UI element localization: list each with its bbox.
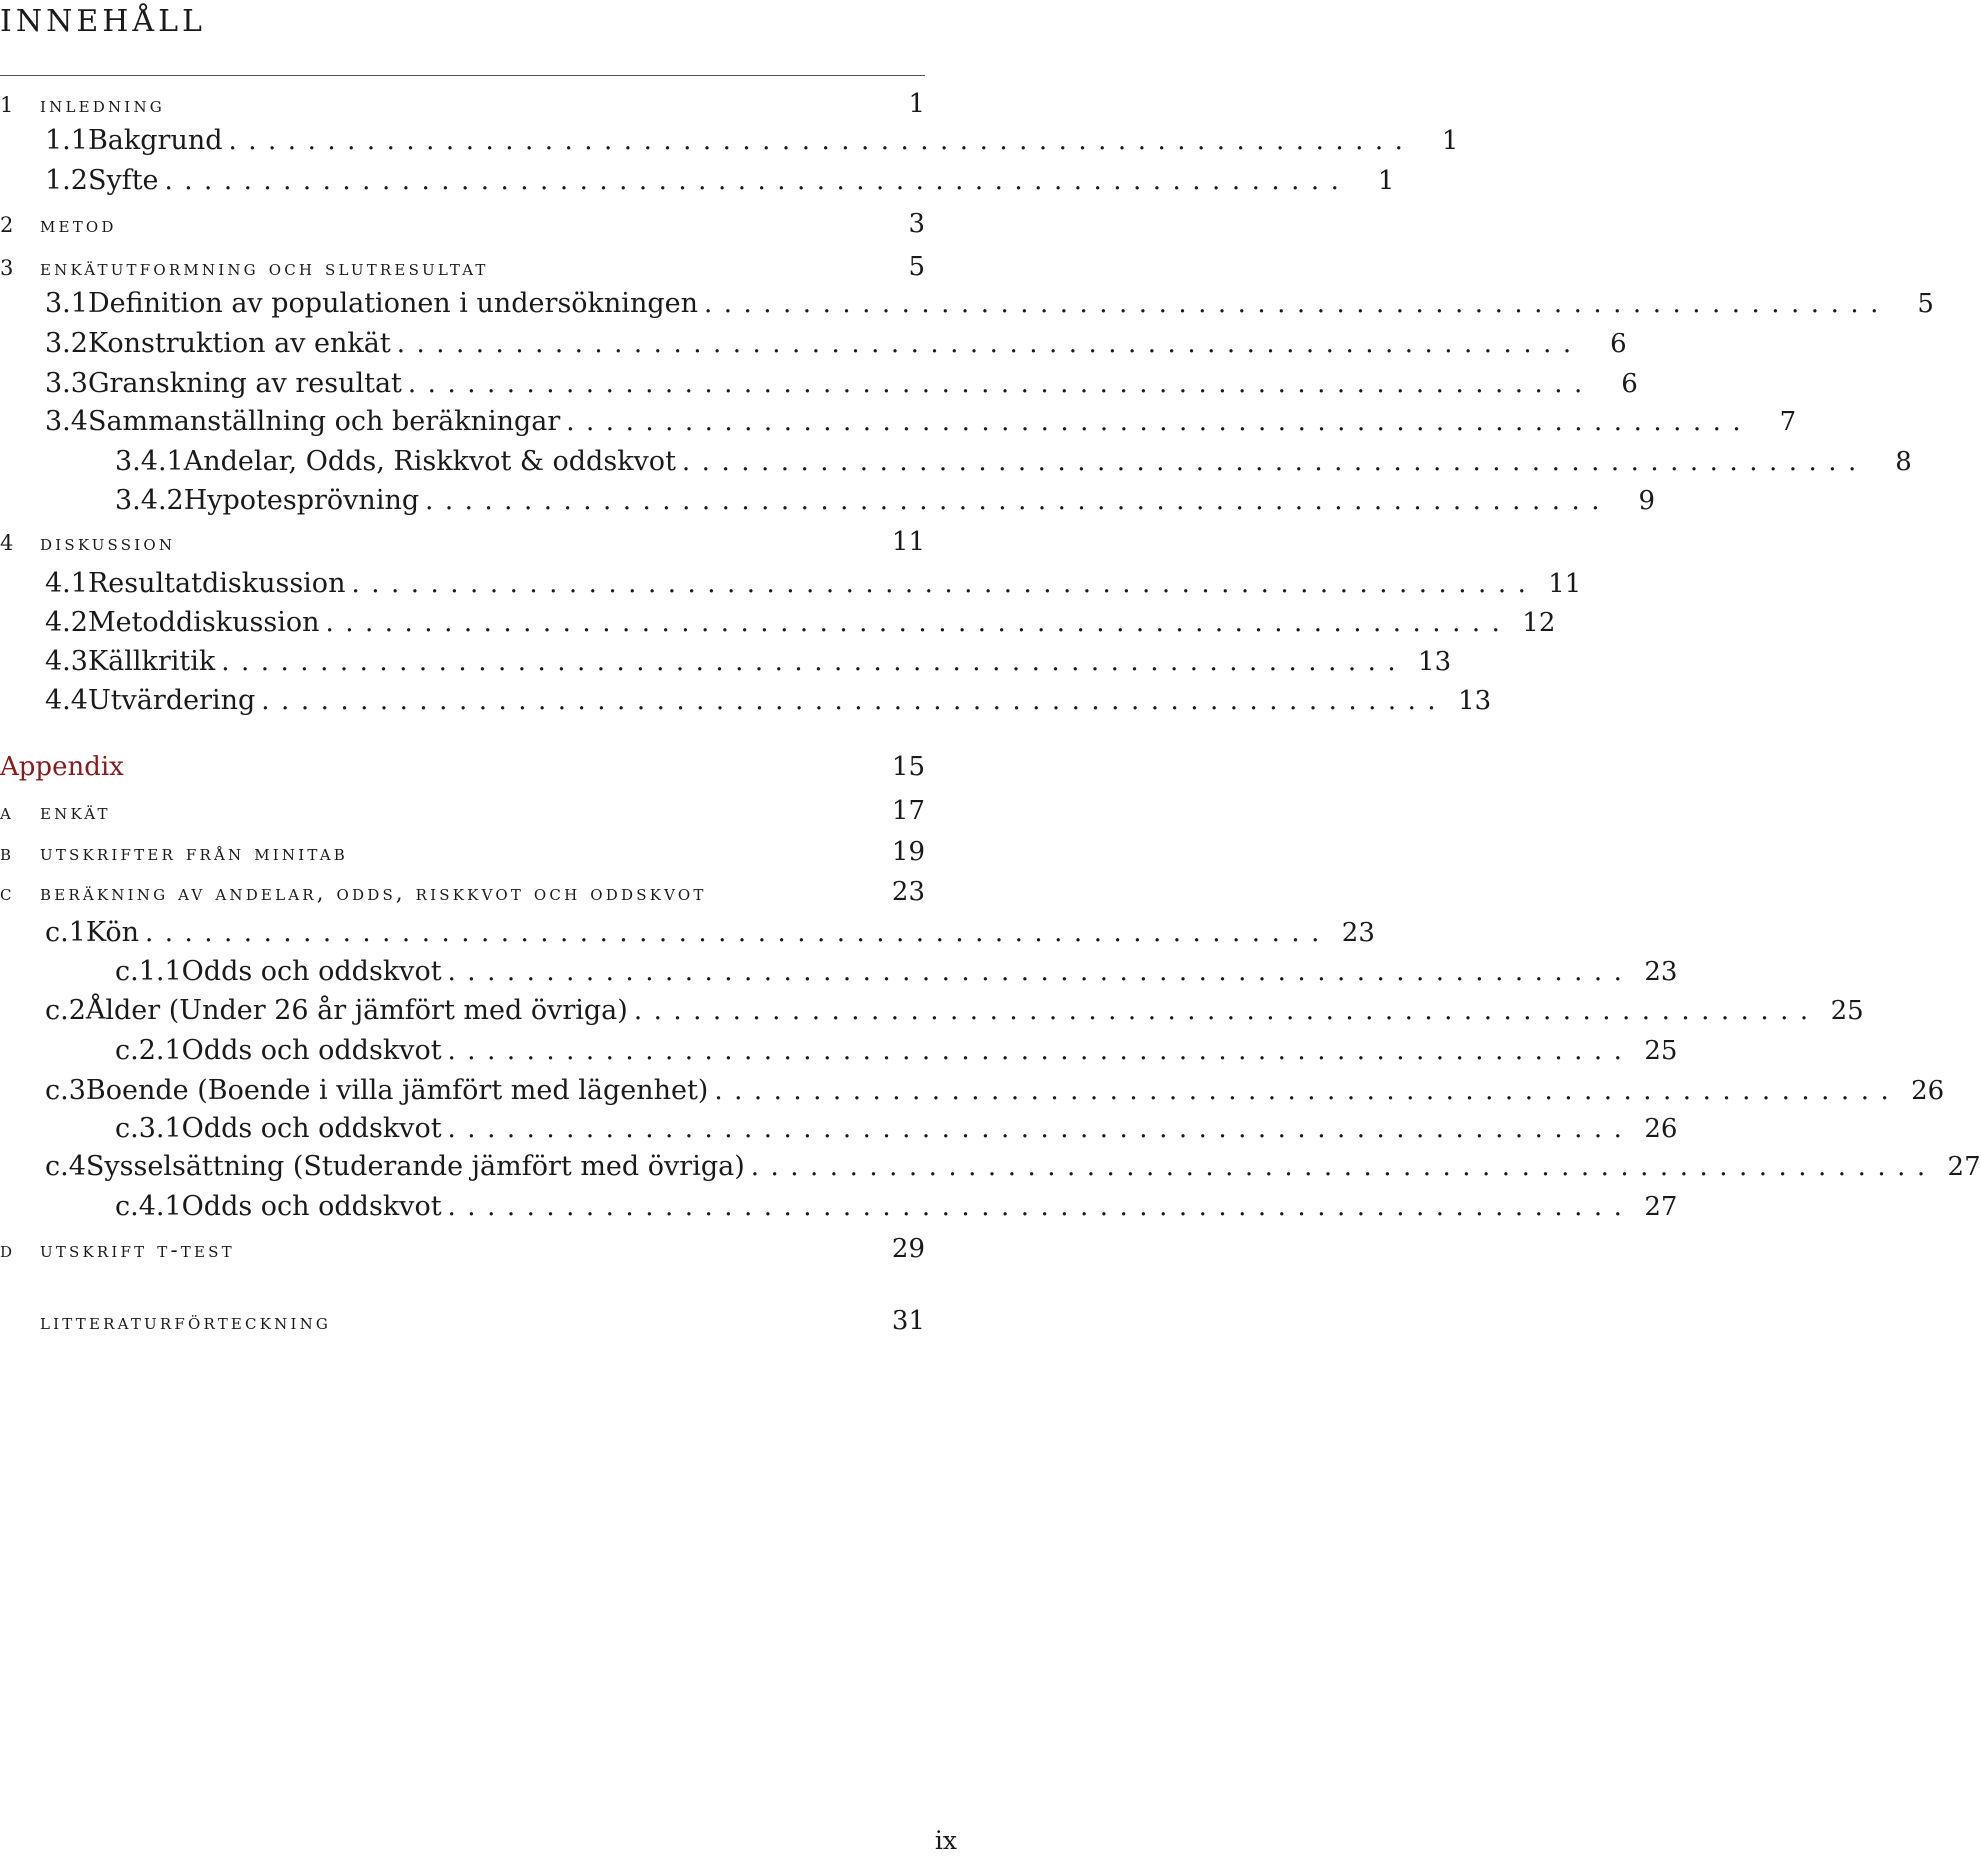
dot-leader: ............................................................	[221, 647, 1408, 677]
toc-entry-title: inledning	[40, 93, 165, 117]
toc-entry-number: 1.1	[45, 125, 88, 156]
toc-entry[interactable]	[45, 604, 1556, 642]
dot-leader: ............................................................	[407, 369, 1594, 399]
toc-entry-number: 3.4	[45, 406, 88, 437]
toc-entry-page: 8	[1895, 447, 1912, 477]
toc-entry-page: 26	[1644, 1114, 1678, 1144]
toc-entry-number: c.1	[45, 917, 86, 948]
toc-entry-page: 11	[891, 527, 925, 557]
toc-entry-title: metod	[40, 213, 117, 237]
toc-entry[interactable]	[45, 1072, 1945, 1110]
dot-leader: ............................................................	[447, 1036, 1634, 1066]
toc-entry-title: Kön	[85, 917, 139, 948]
dot-leader: ............................................................	[714, 1076, 1901, 1106]
toc-entry[interactable]	[45, 162, 1395, 200]
toc-entry[interactable]	[45, 403, 1797, 441]
toc-entry-page: 25	[1644, 1036, 1678, 1066]
toc-entry[interactable]	[115, 1188, 1678, 1226]
dot-leader: ............................................................	[703, 289, 1890, 319]
toc-entry[interactable]	[0, 833, 925, 871]
toc-entry[interactable]	[115, 482, 1656, 520]
toc-entry-title: Ålder (Under 26 år jämfört med övriga)	[85, 995, 628, 1026]
toc-entry-title: Sammanställning och beräkningar	[87, 406, 561, 437]
toc-entry-title: utskrifter från minitab	[40, 841, 348, 865]
toc-entry[interactable]	[45, 325, 1627, 363]
toc-entry[interactable]	[0, 748, 925, 786]
toc-entry-title: Hypotesprövning	[183, 485, 420, 516]
dot-leader: ............................................................	[164, 166, 1351, 196]
toc-entry-page: 11	[1548, 569, 1582, 599]
toc-entry-page: 23	[891, 877, 925, 907]
toc-entry-title: Appendix	[0, 752, 124, 782]
toc-entry-number: a	[0, 800, 15, 824]
toc-entry-page: 17	[891, 796, 925, 826]
toc-entry-page: 13	[1418, 647, 1452, 677]
toc-entry-title: diskussion	[40, 531, 176, 555]
toc-entry[interactable]	[45, 122, 1459, 160]
toc-entry[interactable]	[45, 1148, 1981, 1186]
toc-entry-number: 3.3	[45, 368, 88, 399]
toc-entry-number: c.4.1	[115, 1191, 182, 1222]
toc-entry[interactable]	[45, 565, 1582, 603]
dot-leader: ............................................................	[447, 1114, 1634, 1144]
toc-entry-page: 23	[1341, 918, 1375, 948]
toc-entry-title: Odds och oddskvot	[181, 956, 442, 987]
toc-entry-page: 19	[891, 837, 925, 867]
toc-entry-number: c.1.1	[115, 956, 182, 987]
toc-entry-page: 25	[1830, 996, 1864, 1026]
toc-entry-title: Odds och oddskvot	[181, 1035, 442, 1066]
toc-entry[interactable]	[115, 443, 1912, 481]
dot-leader: ............................................................	[425, 486, 1612, 516]
toc-entry[interactable]	[115, 1032, 1678, 1070]
toc-entry-page: 7	[1779, 407, 1797, 437]
toc-entry-title: Sysselsättning (Studerande jämfört med övriga)	[85, 1151, 745, 1182]
toc-entry-title: litteraturförteckning	[40, 1310, 332, 1334]
toc-entry-title: enkätutformning och slutresultat	[40, 256, 489, 280]
toc-entry-title: Boende (Boende i villa jämfört med lägenhet)	[85, 1075, 709, 1106]
dot-leader: ............................................................	[447, 1192, 1634, 1222]
toc-entry-title: Utvärdering	[87, 685, 256, 716]
toc-entry-number: 3.4.1	[115, 446, 184, 477]
toc-entry-page: 5	[908, 252, 925, 282]
toc-entry-title: Syfte	[87, 165, 159, 196]
toc-entry-title: Källkritik	[87, 646, 216, 677]
dot-leader: ............................................................	[447, 957, 1634, 987]
dot-leader: ............................................................	[681, 447, 1868, 477]
toc-entry-page: 6	[1610, 329, 1627, 359]
toc-entry-number: c.4	[45, 1151, 86, 1182]
toc-entry-page: 27	[1947, 1152, 1981, 1182]
toc-entry[interactable]	[45, 992, 1864, 1030]
toc-entry-page: 26	[1911, 1076, 1945, 1106]
toc-entry[interactable]	[0, 523, 925, 561]
toc-entry-page: 6	[1621, 369, 1638, 399]
toc-entry[interactable]	[45, 365, 1638, 403]
toc-entry-title: Odds och oddskvot	[181, 1113, 442, 1144]
toc-entry-title: Granskning av resultat	[87, 368, 402, 399]
toc-entry-number: 4.4	[45, 685, 88, 716]
dot-leader: ............................................................	[144, 918, 1331, 948]
toc-entry-page: 23	[1644, 957, 1678, 987]
toc-entry-page: 5	[1917, 289, 1934, 319]
toc-entry[interactable]	[45, 914, 1375, 952]
toc-entry-number: d	[0, 1238, 16, 1262]
toc-entry-title: beräkning av andelar, odds, riskkvot och oddskvot	[40, 881, 707, 905]
toc-entry-page: 1	[1377, 166, 1395, 196]
toc-entry-number: 1.2	[45, 165, 88, 196]
dot-leader: ............................................................	[566, 407, 1753, 437]
toc-entry-page: 9	[1638, 486, 1656, 516]
toc-entry-number: c.2.1	[115, 1035, 182, 1066]
toc-entry-page: 27	[1644, 1192, 1678, 1222]
toc-entry-number: 4.3	[45, 646, 88, 677]
dot-leader: ............................................................	[396, 329, 1583, 359]
toc-heading: INNEHÅLL	[0, 4, 206, 39]
dot-leader: ............................................................	[261, 686, 1448, 716]
toc-entry-title: utskrift t-test	[40, 1238, 235, 1262]
toc-entry-title: Konstruktion av enkät	[87, 328, 391, 359]
toc-entry[interactable]	[0, 1302, 925, 1340]
toc-entry-title: enkät	[40, 800, 111, 824]
dot-leader: ............................................................	[351, 569, 1538, 599]
toc-entry-number: c.3	[45, 1075, 86, 1106]
dot-leader: ............................................................	[750, 1152, 1937, 1182]
toc-entry-number: c	[0, 881, 15, 905]
toc-entry[interactable]	[0, 873, 925, 911]
toc-entry-title: Bakgrund	[87, 125, 223, 156]
dot-leader: ............................................................	[228, 126, 1415, 156]
toc-entry-title: Odds och oddskvot	[181, 1191, 442, 1222]
toc-entry[interactable]	[0, 205, 925, 243]
toc-entry-number: 3.4.2	[115, 485, 184, 516]
toc-entry[interactable]	[115, 953, 1678, 991]
toc-entry[interactable]	[45, 643, 1452, 681]
toc-entry-number: c.3.1	[115, 1113, 182, 1144]
toc-entry-title: Andelar, Odds, Riskkvot & oddskvot	[183, 446, 676, 477]
toc-entry-page: 1	[1441, 126, 1459, 156]
toc-entry-page: 15	[891, 752, 925, 782]
toc-entry-page: 29	[891, 1234, 925, 1264]
toc-entry-page: 12	[1522, 608, 1556, 638]
toc-entry-number: 1	[0, 93, 17, 117]
page-number: ix	[934, 1826, 957, 1855]
toc-entry-number: 4.2	[45, 607, 88, 638]
toc-entry-title: Definition av populationen i undersökningen	[87, 288, 698, 319]
toc-entry[interactable]	[45, 682, 1492, 720]
toc-entry-number: 3.1	[45, 288, 88, 319]
toc-entry-number: b	[0, 841, 15, 865]
toc-entry-number: c.2	[45, 995, 86, 1026]
toc-entry[interactable]	[0, 248, 925, 286]
dot-leader: ............................................................	[633, 996, 1820, 1026]
toc-entry-title: Metoddiskussion	[87, 607, 320, 638]
toc-entry-number: 4.1	[45, 568, 88, 599]
toc-entry[interactable]	[0, 85, 925, 123]
toc-entry-number: 2	[0, 213, 17, 237]
dot-leader: ............................................................	[325, 608, 1512, 638]
toc-entry-number: 3	[0, 256, 17, 280]
toc-entry[interactable]	[45, 285, 1934, 323]
toc-entry-page: 1	[908, 89, 925, 119]
toc-entry-page: 31	[891, 1306, 925, 1336]
toc-entry[interactable]	[115, 1110, 1678, 1148]
toc-entry[interactable]	[0, 792, 925, 830]
toc-entry[interactable]	[0, 1230, 925, 1268]
toc-entry-page: 13	[1458, 686, 1492, 716]
toc-entry-title: Resultatdiskussion	[87, 568, 346, 599]
toc-entry-number: 3.2	[45, 328, 88, 359]
toc-entry-number: 4	[0, 531, 17, 555]
toc-entry-page: 3	[908, 209, 925, 239]
